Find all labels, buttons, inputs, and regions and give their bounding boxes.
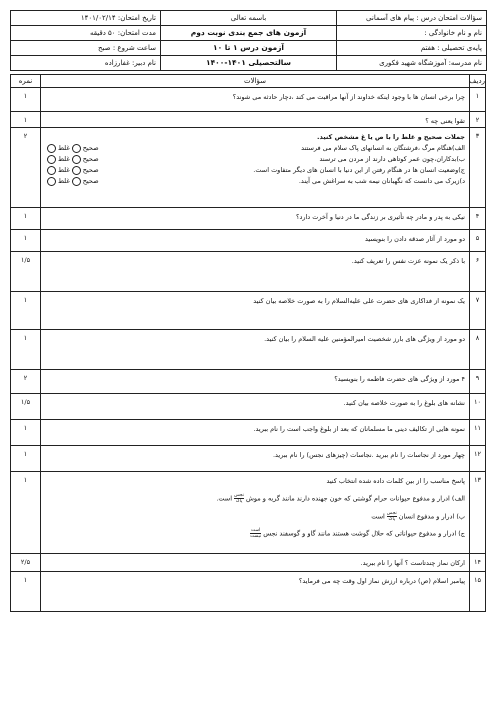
question-text: با ذکر یک نمونه عزت نفس را تعریف کنید. bbox=[351, 257, 465, 265]
choice-option-top[interactable]: است bbox=[250, 528, 261, 533]
fill-choice-tail: است. bbox=[216, 494, 233, 503]
false-radio[interactable] bbox=[47, 155, 56, 164]
question-score: ۲ bbox=[11, 128, 41, 208]
fill-choice-item bbox=[45, 511, 465, 523]
question-cell bbox=[41, 330, 470, 370]
exam-date: تاریخ امتحان: ۱۴۰۱/۰۲/۱۴ bbox=[11, 11, 161, 26]
question-cell bbox=[41, 472, 470, 554]
question-score: ۲ bbox=[11, 370, 41, 394]
question-number: ۱۲ bbox=[470, 446, 486, 472]
question-number: ۷ bbox=[470, 292, 486, 330]
choice-option-top[interactable]: نجس bbox=[386, 510, 397, 516]
question-text: دو مورد از ویژگی های بارز شخصیت امیرالمؤمنین علیه السلام را بیان کنید. bbox=[264, 335, 465, 343]
question-row bbox=[11, 572, 486, 612]
question-cell bbox=[41, 394, 470, 420]
column-header-score: نمره bbox=[11, 75, 41, 88]
fill-choice-text: الف) ادرار و مدفوع حیوانات حرام گوشتی که خون جهنده دارند مانند گربه و موش bbox=[245, 494, 465, 503]
true-radio[interactable] bbox=[72, 177, 81, 186]
question-text: دو مورد از آثار صدقه دادن را بنویسید bbox=[365, 235, 465, 243]
question-number: ۶ bbox=[470, 252, 486, 292]
question-number: ۲ bbox=[470, 112, 486, 128]
question-text: جملات صحیح و غلط را با ص یا غ مشخص کنید. bbox=[317, 133, 465, 141]
true-radio[interactable] bbox=[72, 166, 81, 175]
teacher-name: نام دبیر: غفارزاده bbox=[11, 56, 161, 71]
question-text: نیکی به پدر و مادر چه تأثیری بر زندگی ما در دنیا و آخرت دارد؟ bbox=[296, 213, 465, 221]
choice-option-bottom[interactable]: پاک bbox=[388, 516, 396, 522]
true-false-options bbox=[45, 154, 99, 165]
question-number: ۴ bbox=[470, 208, 486, 230]
question-cell bbox=[41, 370, 470, 394]
choice-option-bottom[interactable]: پاک bbox=[235, 499, 243, 504]
question-score: ۱ bbox=[11, 446, 41, 472]
question-score: ۱/۵ bbox=[11, 394, 41, 420]
question-number: ۱۰ bbox=[470, 394, 486, 420]
fill-choice-tail: است bbox=[371, 512, 385, 520]
question-cell bbox=[41, 112, 470, 128]
question-text: نمونه هایی از تکالیف دینی ما مسلمانان که بعد از بلوغ واجب است را نام ببرید. bbox=[253, 425, 465, 433]
question-cell bbox=[41, 420, 470, 446]
question-score: ۱ bbox=[11, 208, 41, 230]
school-name: نام مدرسه: آموزشگاه شهید فکوری bbox=[337, 56, 487, 71]
true-false-statement: د)زیرک می دانست که نگهبانان نیمه شب به سراغش می آیند. bbox=[298, 177, 465, 185]
true-label: صحیح bbox=[82, 155, 99, 163]
true-false-item bbox=[45, 143, 465, 154]
false-label: غلط bbox=[58, 144, 70, 152]
question-row bbox=[11, 292, 486, 330]
question-number: ۳ bbox=[470, 128, 486, 208]
fill-choice-text: ج) ادرار و مدفوع حیواناتی که حلال گوشت هستند مانند گاو و گوسفند نجس bbox=[263, 529, 465, 538]
question-row bbox=[11, 208, 486, 230]
false-radio[interactable] bbox=[47, 166, 56, 175]
question-row bbox=[11, 420, 486, 446]
question-row bbox=[11, 330, 486, 370]
question-text: پیامبر اسلام (ص) درباره ارزش نماز اول وقت چه می فرماید؟ bbox=[298, 577, 465, 585]
true-false-options bbox=[45, 165, 99, 176]
true-false-item bbox=[45, 154, 465, 165]
question-number: ۵ bbox=[470, 230, 486, 252]
course-title: سؤالات امتحان درس : پیام های آسمانی bbox=[337, 11, 487, 26]
question-score: ۲/۵ bbox=[11, 554, 41, 572]
question-row bbox=[11, 88, 486, 112]
bismillah-text: باسمه تعالی bbox=[230, 14, 267, 22]
fill-choice-item bbox=[45, 528, 465, 540]
exam-sheet bbox=[10, 10, 486, 612]
choice-options[interactable] bbox=[234, 493, 244, 504]
question-score: ۱ bbox=[11, 88, 41, 112]
question-text: ارکان نماز چندتاست ؟ آنها را نام ببرید. bbox=[360, 559, 465, 567]
true-label: صحیح bbox=[82, 144, 99, 152]
true-false-options bbox=[45, 176, 99, 187]
question-row bbox=[11, 370, 486, 394]
exam-header bbox=[10, 10, 487, 71]
question-cell bbox=[41, 572, 470, 612]
question-score: ۱/۵ bbox=[11, 252, 41, 292]
question-cell bbox=[41, 446, 470, 472]
question-row bbox=[11, 128, 486, 208]
true-radio[interactable] bbox=[72, 155, 81, 164]
question-row bbox=[11, 446, 486, 472]
question-text: تقوا یعنی چه ؟ bbox=[425, 117, 465, 125]
question-score: ۱ bbox=[11, 472, 41, 554]
column-header-question: سؤالات bbox=[41, 75, 470, 88]
student-name-field: نام و نام خانوادگی : bbox=[337, 26, 487, 41]
exam-duration: مدت امتحان: ۵۰ دقیقه bbox=[11, 26, 161, 41]
question-text: چهار مورد از نجاسات را نام ببرید .نجاسات (چیزهای نجس) را نام ببرید. bbox=[272, 451, 465, 459]
question-score: ۱ bbox=[11, 420, 41, 446]
question-cell bbox=[41, 88, 470, 112]
question-number: ۱۳ bbox=[470, 472, 486, 554]
question-text: پاسخ مناسب را از بین کلمات داده شده انتخاب کنید bbox=[326, 477, 465, 485]
true-radio[interactable] bbox=[72, 144, 81, 153]
question-score: ۱ bbox=[11, 330, 41, 370]
choice-options[interactable] bbox=[250, 528, 261, 539]
question-cell bbox=[41, 554, 470, 572]
false-label: غلط bbox=[58, 166, 70, 174]
question-score: ۱ bbox=[11, 292, 41, 330]
question-row bbox=[11, 230, 486, 252]
question-row bbox=[11, 394, 486, 420]
true-false-statement: ب)بدکاران،چون عمر کوتاهی دارند از مردن می ترسند bbox=[319, 155, 465, 163]
false-label: غلط bbox=[58, 177, 70, 185]
false-radio[interactable] bbox=[47, 144, 56, 153]
question-cell bbox=[41, 230, 470, 252]
question-number: ۱ bbox=[470, 88, 486, 112]
true-false-item bbox=[45, 165, 465, 176]
question-number: ۱۵ bbox=[470, 572, 486, 612]
question-text: نشانه های بلوغ را به صورت خلاصه بیان کنید. bbox=[343, 399, 465, 407]
question-row bbox=[11, 554, 486, 572]
question-text: ۴ مورد از ویژگی های حضرت فاطمه را بنویسید؟ bbox=[334, 375, 465, 383]
question-row bbox=[11, 112, 486, 128]
start-time: ساعت شروع : صبح bbox=[11, 41, 161, 56]
grade-level: پایه‌ی تحصیلی : هفتم bbox=[337, 41, 487, 56]
question-number: ۸ bbox=[470, 330, 486, 370]
true-label: صحیح bbox=[82, 177, 99, 185]
school-year: سالتحصیلی ۱۴۰۱-۱۴۰۰ bbox=[161, 56, 337, 71]
choice-options[interactable] bbox=[387, 511, 397, 522]
question-cell bbox=[41, 292, 470, 330]
exam-title: آزمون های جمع بندی نوبت دوم bbox=[161, 26, 337, 41]
fill-choice-item bbox=[45, 493, 465, 505]
column-header-num: ردیف bbox=[470, 75, 486, 88]
question-cell bbox=[41, 128, 470, 208]
question-number: ۹ bbox=[470, 370, 486, 394]
question-number: ۱۱ bbox=[470, 420, 486, 446]
question-text: یک نمونه از فداکاری های حضرت علی علیه‌السلام را به صورت خلاصه بیان کنید bbox=[253, 297, 465, 305]
question-score: ۱ bbox=[11, 112, 41, 128]
question-row bbox=[11, 252, 486, 292]
fill-choice-text: ب) ادرار و مدفوع انسان bbox=[398, 512, 465, 520]
true-label: صحیح bbox=[82, 166, 99, 174]
question-row bbox=[11, 472, 486, 554]
question-cell bbox=[41, 208, 470, 230]
question-cell bbox=[41, 252, 470, 292]
true-false-options bbox=[45, 143, 99, 154]
true-false-statement: ج)وضعیت انسان ها در هنگام رفتن از این دنیا با انسان های دیگر متفاوت است. bbox=[253, 166, 465, 174]
false-radio[interactable] bbox=[47, 177, 56, 186]
true-false-item bbox=[45, 176, 465, 187]
choice-option-bottom[interactable]: نیست bbox=[250, 534, 262, 539]
question-number: ۱۴ bbox=[470, 554, 486, 572]
false-label: غلط bbox=[58, 155, 70, 163]
true-false-statement: الف)هنگام مرگ ،فرشتگان به انسانهای پاک سلام می فرستند bbox=[301, 144, 465, 152]
questions-table bbox=[10, 74, 486, 612]
question-text: چرا برخی انسان ها با وجود اینکه خداوند از آنها مراقبت می کند ،دچار حادثه می شوند؟ bbox=[232, 93, 465, 101]
choice-option-top[interactable]: نجس bbox=[234, 493, 244, 498]
exam-range: آزمون درس ۱ تا ۱۰ bbox=[161, 41, 337, 56]
question-score: ۱ bbox=[11, 230, 41, 252]
question-score: ۱ bbox=[11, 572, 41, 612]
